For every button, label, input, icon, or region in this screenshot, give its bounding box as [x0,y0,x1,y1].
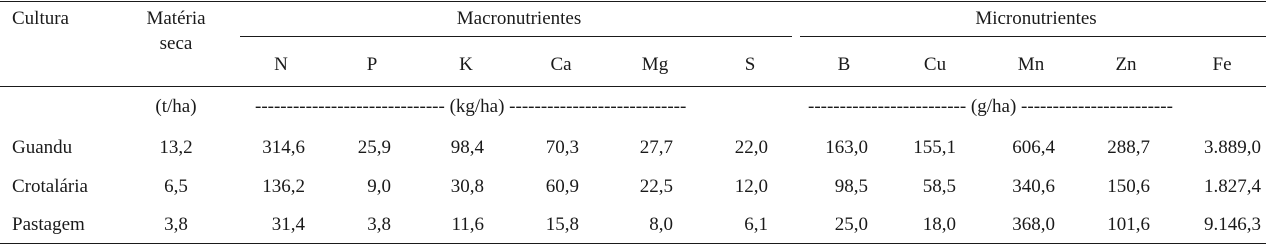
cell-cu: 155,1 [913,137,956,158]
unit-macro: ------------------------------ (kg/ha) ---------------------------- [255,96,687,117]
col-header-p: P [366,54,378,75]
cell-mn: 368,0 [1012,214,1055,235]
col-header-mn: Mn [1017,54,1045,75]
unit-micro: ------------------------- (g/ha) ------------------------ [808,96,1173,117]
cell-b: 25,0 [834,214,868,235]
cell-mg: 27,7 [639,137,673,158]
cell-mn: 606,4 [1012,137,1055,158]
row-materia-seca: 6,5 [164,176,188,197]
header-macronutrientes: Macronutrientes [456,8,582,29]
macro-group-rule [240,36,792,37]
header-materia-seca-line2: seca [159,33,193,54]
cell-b: 163,0 [825,137,868,158]
cell-s: 12,0 [734,176,768,197]
cell-cu: 18,0 [922,214,956,235]
cell-k: 11,6 [451,214,484,235]
cell-zn: 101,6 [1107,214,1150,235]
row-materia-seca: 3,8 [164,214,188,235]
cell-zn: 150,6 [1107,176,1150,197]
col-header-k: K [459,54,473,75]
cell-b: 98,5 [834,176,868,197]
col-header-mg: Mg [641,54,669,75]
cell-p: 25,9 [357,137,391,158]
top-rule [0,1,1266,2]
cell-zn: 288,7 [1107,137,1150,158]
col-header-n: N [274,54,288,75]
row-cultura: Guandu [12,137,73,158]
header-materia-seca-line1: Matéria [146,8,206,29]
bottom-rule [0,243,1266,244]
cell-s: 6,1 [744,214,768,235]
cell-mn: 340,6 [1012,176,1055,197]
cell-ca: 60,9 [545,176,579,197]
cell-fe: 1.827,4 [1204,176,1261,197]
cell-k: 30,8 [450,176,484,197]
col-header-fe: Fe [1212,54,1232,75]
row-cultura: Pastagem [12,214,85,235]
cell-k: 98,4 [450,137,484,158]
col-header-cu: Cu [923,54,947,75]
cell-mg: 22,5 [639,176,673,197]
col-header-zn: Zn [1115,54,1137,75]
col-header-s: S [744,54,756,75]
col-header-b: B [837,54,851,75]
cell-n: 314,6 [262,137,305,158]
cell-mg: 8,0 [649,214,673,235]
cell-p: 9,0 [367,176,391,197]
cell-ca: 15,8 [545,214,579,235]
unit-materia: (t/ha) [155,96,197,117]
cell-n: 136,2 [262,176,305,197]
cell-n: 31,4 [271,214,305,235]
header-micronutrientes: Micronutrientes [975,8,1097,29]
cell-cu: 58,5 [922,176,956,197]
cell-s: 22,0 [734,137,768,158]
cell-fe: 9.146,3 [1204,214,1261,235]
header-cultura: Cultura [12,8,69,29]
row-materia-seca: 13,2 [159,137,193,158]
row-cultura: Crotalária [12,176,88,197]
header-bottom-rule [0,86,1266,87]
cell-p: 3,8 [367,214,391,235]
cell-ca: 70,3 [545,137,579,158]
micro-group-rule [800,36,1266,37]
col-header-ca: Ca [550,54,572,75]
cell-fe: 3.889,0 [1204,137,1261,158]
